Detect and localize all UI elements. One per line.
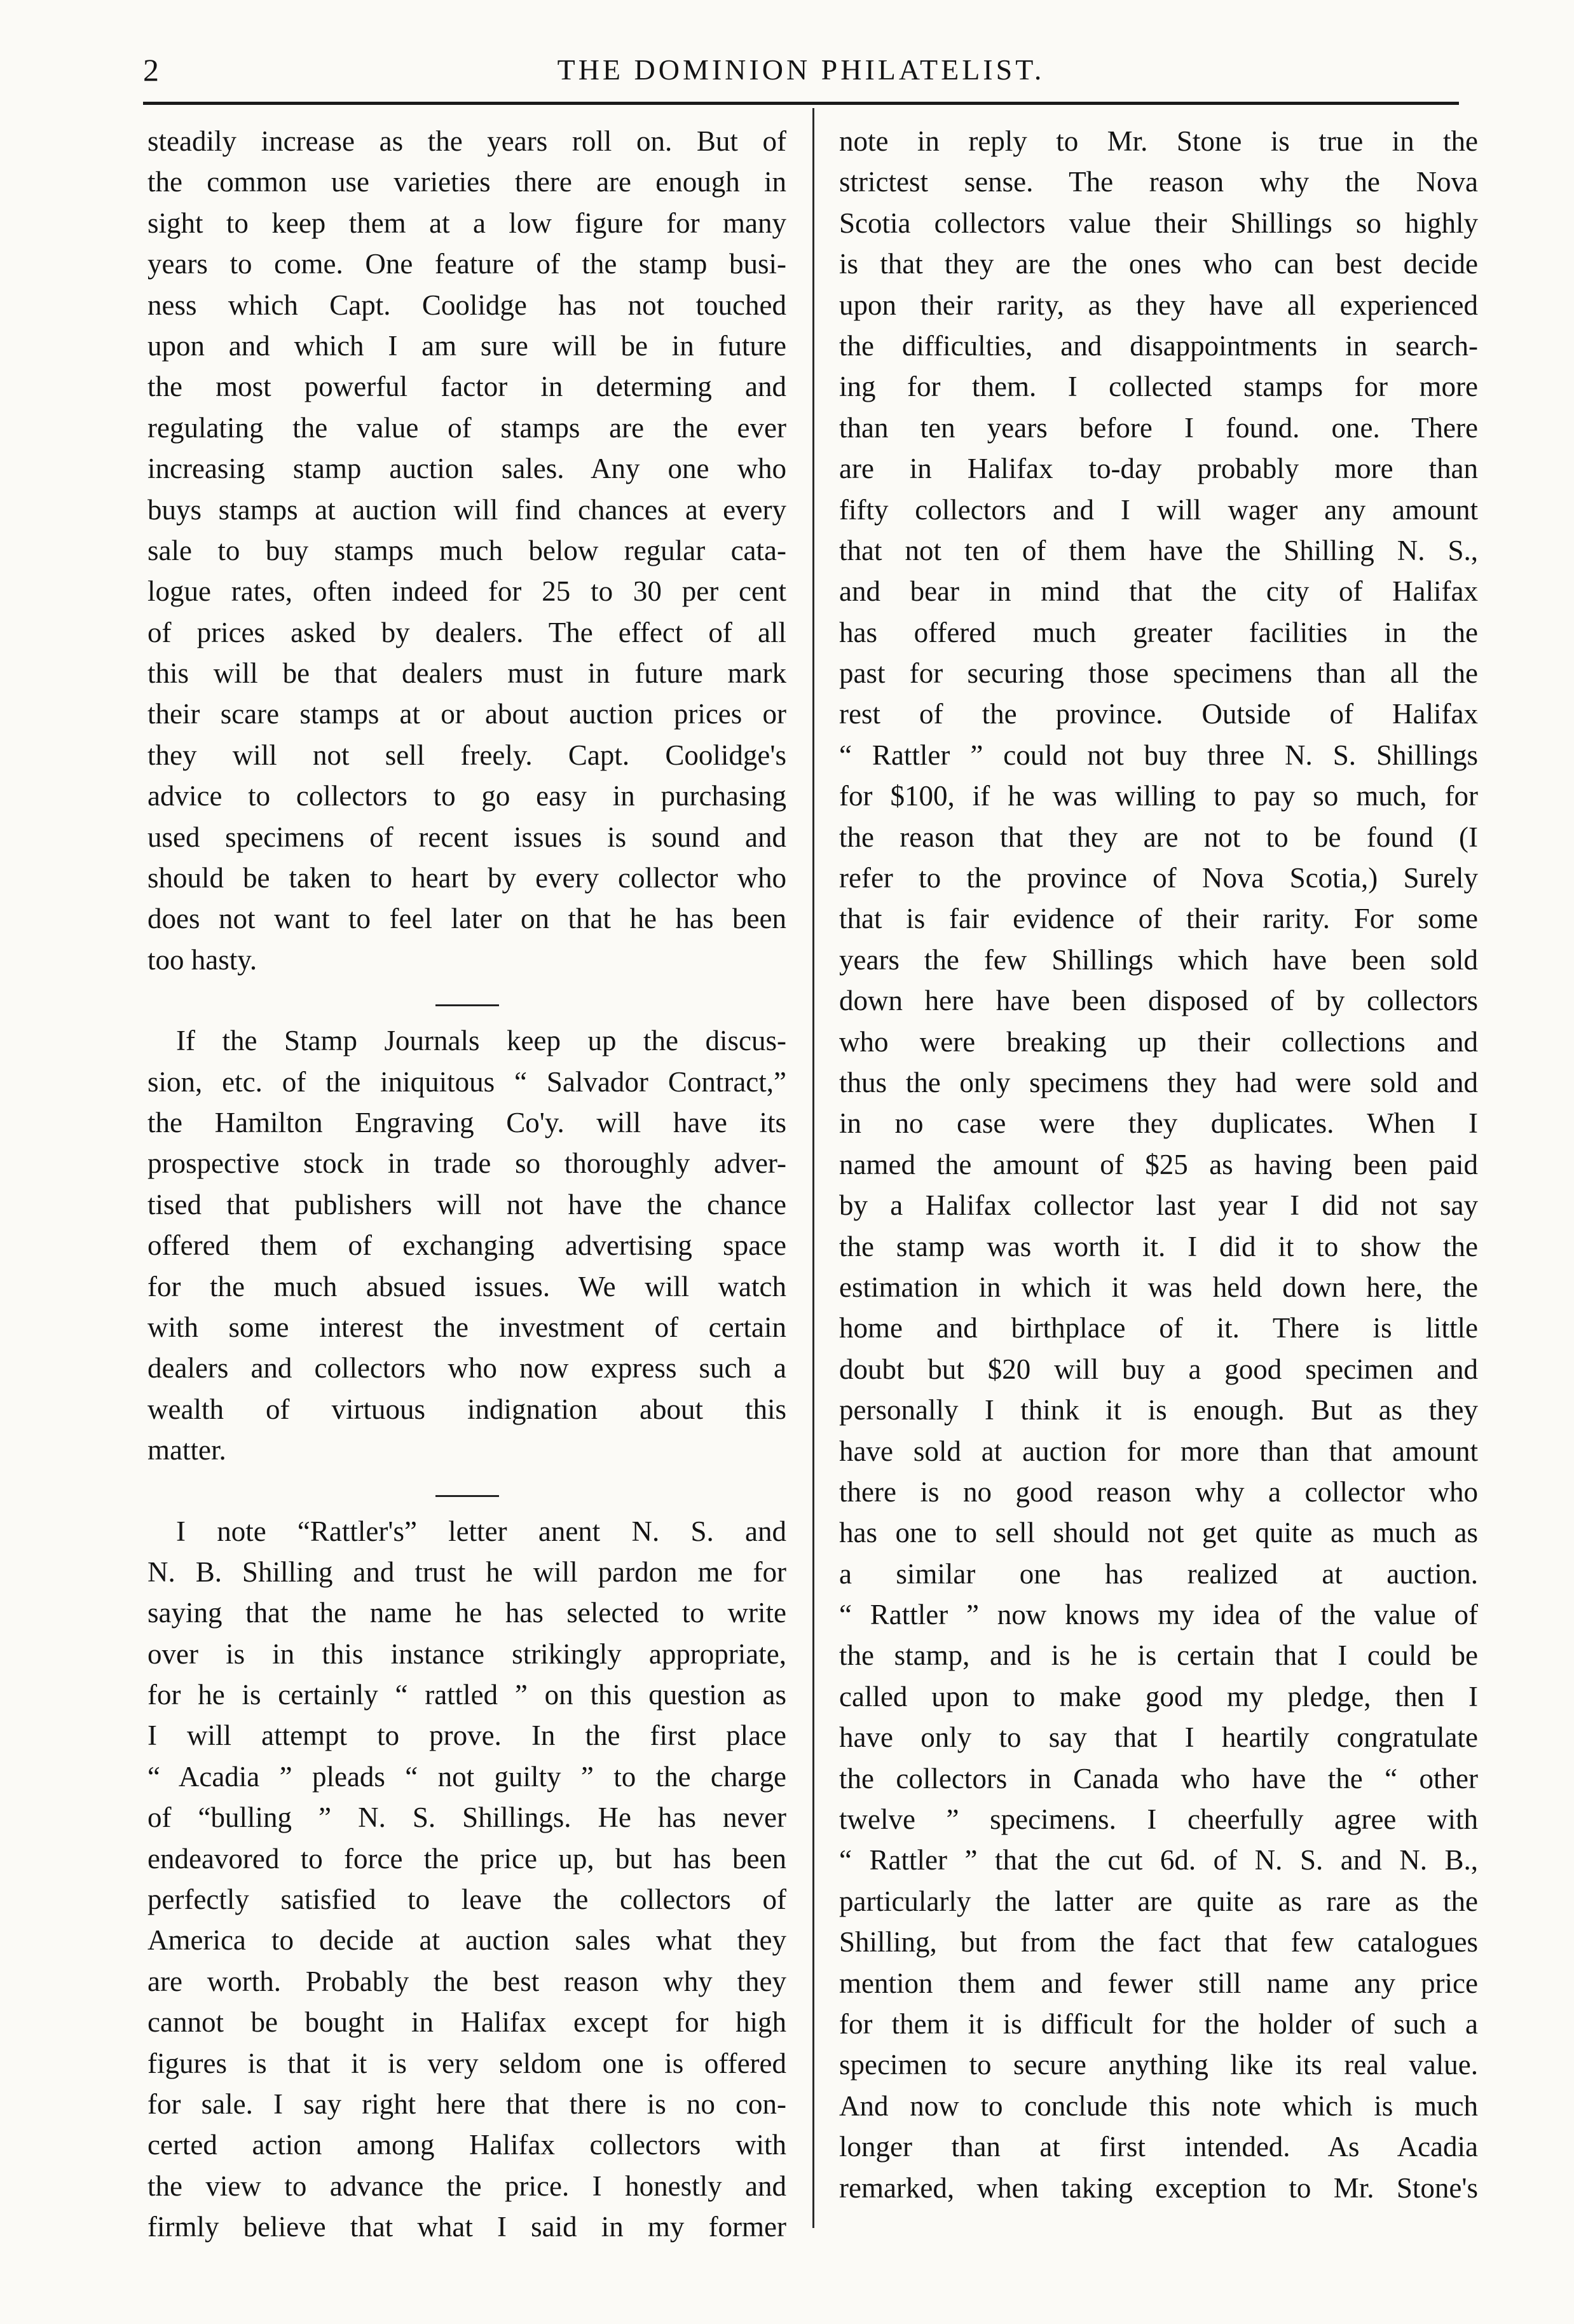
text-line: the difficulties, and disappointments in search- (839, 329, 1478, 362)
text-line: by a Halifax collector last year I did not say (839, 1189, 1478, 1222)
text-line: in no case were they duplicates. When I (839, 1107, 1478, 1140)
text-line: the reason that they are not to be found (I (839, 821, 1478, 853)
text-line: home and birthplace of it. There is little (839, 1312, 1478, 1344)
text-line: If the Stamp Journals keep up the discus- (176, 1025, 786, 1057)
text-line: a similar one has realized at auction. (839, 1557, 1478, 1590)
left-column (147, 121, 786, 2248)
text-line: thus the only specimens they had were sold and (839, 1066, 1478, 1098)
text-line: there is no good reason why a collector who (839, 1475, 1478, 1508)
text-line: sion, etc. of the iniquitous “ Salvador Contract,” (147, 1065, 786, 1098)
text-line: rest of the province. Outside of Halifax (839, 698, 1478, 730)
text-line: for them it is difficult for the holder of such a (839, 2007, 1478, 2040)
text-line: particularly the latter are quite as rare as the (839, 1885, 1478, 1917)
text-line: years the few Shillings which have been sold (839, 943, 1478, 976)
text-line: called upon to make good my pledge, then I (839, 1680, 1478, 1712)
text-line: prospective stock in trade so thoroughly adver- (147, 1147, 786, 1180)
text-line: increasing stamp auction sales. Any one who (147, 453, 786, 485)
text-line: twelve ” specimens. I cheerfully agree with (839, 1803, 1478, 1836)
text-line: the stamp, and is he is certain that I could be (839, 1639, 1478, 1672)
text-line: past for securing those specimens than all the (839, 657, 1478, 690)
text-line: firmly believe that what I said in my former (147, 2211, 786, 2243)
text-line: the most powerful factor in determing and (147, 371, 786, 403)
text-line: endeavored to force the price up, but has been (147, 1842, 786, 1875)
text-line: is that they are the ones who can best decide (839, 248, 1478, 280)
text-line: cannot be bought in Halifax except for high (147, 2006, 786, 2039)
text-line: the collectors in Canada who have the “ other (839, 1762, 1478, 1794)
text-line: named the amount of $25 as having been paid (839, 1148, 1478, 1180)
text-line: who were breaking up their collections and (839, 1025, 1478, 1058)
text-line: N. B. Shilling and trust he will pardon me for (147, 1555, 786, 1588)
text-line: of “bulling ” N. S. Shillings. He has never (147, 1801, 786, 1834)
text-line: sight to keep them at a low figure for many (147, 207, 786, 239)
text-line: has offered much greater facilities in the (839, 616, 1478, 648)
text-line: has one to sell should not get quite as much as (839, 1517, 1478, 1549)
text-line: “ Rattler ” could not buy three N. S. Shillings (839, 739, 1478, 771)
text-line: the common use varieties there are enough in (147, 166, 786, 198)
text-line: Scotia collectors value their Shillings so highly (839, 207, 1478, 239)
text-line: for the much absued issues. We will watch (147, 1270, 786, 1302)
text-line: used specimens of recent issues is sound and (147, 821, 786, 853)
text-line: Shilling, but from the fact that few catalogues (839, 1926, 1478, 1958)
text-line: figures is that it is very seldom one is offered (147, 2047, 786, 2079)
text-line: upon their rarity, as they have all experienced (839, 289, 1478, 321)
text-line: tised that publishers will not have the chance (147, 1188, 786, 1220)
text-line: than ten years before I found. one. There (839, 411, 1478, 444)
text-line: have only to say that I heartily congratulate (839, 1721, 1478, 1754)
text-line: “ Rattler ” that the cut 6d. of N. S. and N. B., (839, 1844, 1478, 1876)
paragraph-1 (147, 121, 786, 980)
text-line: for he is certainly “ rattled ” on this question as (147, 1679, 786, 1711)
paragraph-continued (839, 121, 1478, 2208)
text-line: note in reply to Mr. Stone is true in the (839, 125, 1478, 157)
text-line: offered them of exchanging advertising space (147, 1229, 786, 1262)
text-line: I will attempt to prove. In the first place (147, 1719, 786, 1752)
text-line: over is in this instance strikingly appropriate, (147, 1637, 786, 1670)
text-line: buys stamps at auction will find chances at every (147, 493, 786, 526)
text-line: certed action among Halifax collectors with (147, 2129, 786, 2161)
paragraph-2 (147, 1020, 786, 1470)
paragraph-3 (147, 1511, 786, 2248)
text-line: doubt but $20 will buy a good specimen and (839, 1353, 1478, 1385)
text-line: are in Halifax to-day probably more than (839, 453, 1478, 485)
text-line: remarked, when taking exception to Mr. Stone's (839, 2171, 1478, 2204)
text-line: saying that the name he has selected to write (147, 1597, 786, 1629)
text-line: steadily increase as the years roll on. But of (147, 125, 786, 157)
text-line: years to come. One feature of the stamp busi- (147, 248, 786, 280)
text-line: they will not sell freely. Capt. Coolidge's (147, 739, 786, 771)
text-line: upon and which I am sure will be in future (147, 329, 786, 362)
text-line: and bear in mind that the city of Halifax (839, 575, 1478, 608)
text-line: does not want to feel later on that he has been (147, 903, 786, 935)
text-line: that not ten of them have the Shilling N. S., (839, 534, 1478, 566)
text-line: the view to advance the price. I honestly and (147, 2170, 786, 2202)
page-number: 2 (143, 52, 159, 88)
text-line: regulating the value of stamps are the ever (147, 411, 786, 444)
text-line: are worth. Probably the best reason why they (147, 1965, 786, 1997)
text-line: ing for them. I collected stamps for more (839, 371, 1478, 403)
text-line: “ Acadia ” pleads “ not guilty ” to the charge (147, 1760, 786, 1793)
text-line: that is fair evidence of their rarity. For some (839, 903, 1478, 935)
text-line: matter. (147, 1434, 226, 1466)
text-line: too hasty. (147, 943, 257, 976)
text-line: mention them and fewer still name any price (839, 1967, 1478, 1999)
text-line: their scare stamps at or about auction prices or (147, 698, 786, 730)
text-line: ness which Capt. Coolidge has not touched (147, 289, 786, 321)
text-line: longer than at first intended. As Acadia (839, 2131, 1478, 2163)
section-separator (435, 1004, 499, 1006)
text-line: logue rates, often indeed for 25 to 30 per cent (147, 575, 786, 608)
text-line: with some interest the investment of certain (147, 1311, 786, 1343)
text-line: specimen to secure anything like its real value. (839, 2049, 1478, 2081)
text-line: the stamp was worth it. I did it to show the (839, 1230, 1478, 1262)
text-line: “ Rattler ” now knows my idea of the value of (839, 1599, 1478, 1631)
text-line: for $100, if he was willing to pay so much, for (839, 780, 1478, 812)
text-line: for sale. I say right here that there is no con- (147, 2088, 786, 2120)
text-line: this will be that dealers must in future mark (147, 657, 786, 690)
section-separator (435, 1495, 499, 1497)
text-line: personally I think it is enough. But as they (839, 1394, 1478, 1426)
text-line: advice to collectors to go easy in purchasing (147, 780, 786, 812)
text-line: sale to buy stamps much below regular cata- (147, 534, 786, 566)
text-line: fifty collectors and I will wager any amount (839, 493, 1478, 526)
text-line: perfectly satisfied to leave the collectors of (147, 1883, 786, 1916)
text-line: strictest sense. The reason why the Nova (839, 166, 1478, 198)
text-line: America to decide at auction sales what they (147, 1924, 786, 1957)
text-line: wealth of virtuous indignation about this (147, 1393, 786, 1425)
text-line: down here have been disposed of by collectors (839, 985, 1478, 1017)
text-line: estimation in which it was held down here, the (839, 1271, 1478, 1303)
text-line: of prices asked by dealers. The effect of all (147, 616, 786, 648)
text-line: And now to conclude this note which is much (839, 2089, 1478, 2122)
text-line: I note “Rattler's” letter anent N. S. and (176, 1515, 786, 1547)
text-line: refer to the province of Nova Scotia,) Surely (839, 862, 1478, 894)
text-line: the Hamilton Engraving Co'y. will have its (147, 1106, 786, 1138)
column-divider (812, 108, 814, 2228)
text-line: have sold at auction for more than that amount (839, 1435, 1478, 1467)
text-line: should be taken to heart by every collector who (147, 862, 786, 894)
header-rule (143, 102, 1459, 105)
running-title: THE DOMINION PHILATELIST. (557, 53, 1045, 86)
page-header (143, 38, 1459, 95)
text-line: dealers and collectors who now express such a (147, 1352, 786, 1384)
right-column (839, 121, 1478, 2208)
